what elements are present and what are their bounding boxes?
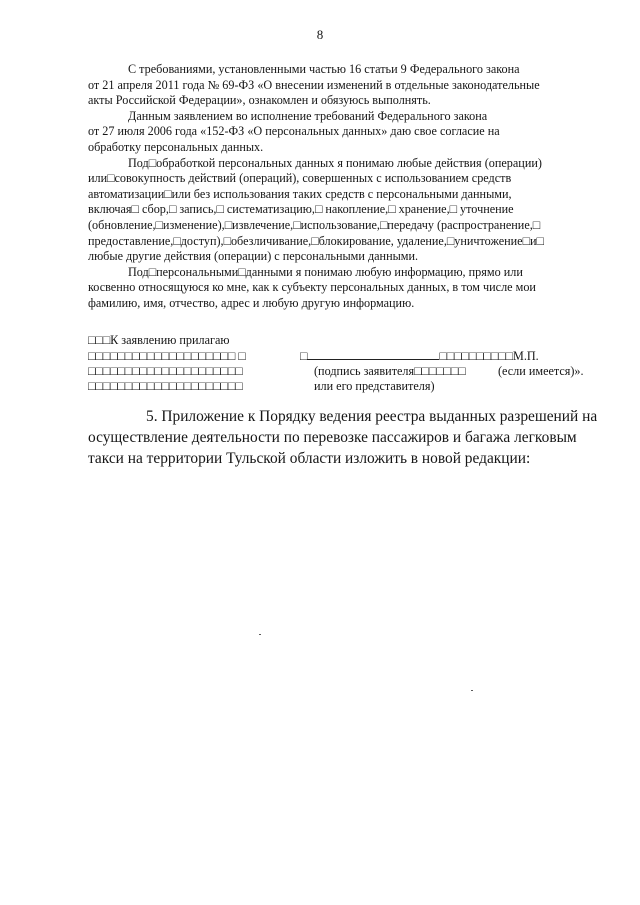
item-5-line-1: 5. Приложение к Порядку ведения реестра выданных разрешений на <box>146 408 598 425</box>
attachment-line-2: □□□□□□□□□□□□□□□□□□□□□ <box>88 364 243 378</box>
consent-paragraph-2-line-3: обработку персональных данных. <box>88 139 264 154</box>
consent-paragraph-3-line-4: включая□ сбор,□ запись,□ систематизацию,□ накопление,□ хранение,□ уточнение <box>88 202 514 217</box>
consent-paragraph-4-line-2: косвенно относящуюся ко мне, как к субъекту персональных данных, в том числе мои <box>88 280 536 295</box>
item-5-line-3: такси на территории Тульской области изложить в новой редакции: <box>88 450 531 467</box>
consent-paragraph-3-line-5: (обновление,□изменение),□извлечение,□использование,□передачу (распространение,□ <box>88 217 541 232</box>
attachment-line-1: □□□□□□□□□□□□□□□□□□□□ □ <box>88 349 246 363</box>
consent-paragraph-1-line-3: акты Российской Федерации», ознакомлен и обязуюсь выполнять. <box>88 93 431 108</box>
scan-speck <box>471 690 473 691</box>
signature-caption-1: (подпись заявителя□□□□□□□ <box>314 364 466 378</box>
item-5-line-2: осуществление деятельности по перевозке пассажиров и багажа легковым <box>88 429 577 446</box>
signature-line <box>307 349 439 360</box>
consent-paragraph-3-line-1: Под□обработкой персональных данных я понимаю любые действия (операции) <box>128 155 542 170</box>
consent-paragraph-1-line-1: С требованиями, установленными частью 16 статьи 9 Федерального закона <box>128 62 520 76</box>
consent-paragraph-2-line-2: от 27 июля 2006 года «152-ФЗ «О персональных данных» даю свое согласие на <box>88 124 500 139</box>
page-number: 8 <box>316 27 324 42</box>
stamp-label: □□□□□□□□□□М.П. <box>439 349 539 363</box>
consent-paragraph-3-line-6: предоставление,□доступ),□обезличивание,□блокирование, удаление,□уничтожение□и□ <box>88 233 544 248</box>
attachment-label: □□□К заявлению прилагаю <box>88 333 230 347</box>
item-5-paragraph <box>88 406 600 469</box>
consent-paragraph-3-line-3: автоматизации□или без использования таких средств с персональными данными, <box>88 186 512 201</box>
consent-paragraph-3-line-2: или□совокупность действий (операций), совершенных с использованием средств <box>88 171 512 186</box>
consent-paragraph-4-line-1: Под□персональными□данными я понимаю любую информацию, прямо или <box>128 264 523 279</box>
signature-row <box>300 349 539 365</box>
attachment-line-3: □□□□□□□□□□□□□□□□□□□□□ <box>88 379 243 393</box>
consent-paragraph-1-line-2: от 21 апреля 2011 года № 69-ФЗ «О внесении изменений в отдельные законодательные <box>88 77 540 92</box>
consent-paragraph-4-line-3: фамилию, имя, отчество, адрес и любую другую информацию. <box>88 295 415 310</box>
signature-caption-2: или его представителя) <box>314 379 435 393</box>
consent-paragraph-3-line-7: любые другие действия (операции) с персональными данными. <box>88 249 419 264</box>
consent-block <box>88 62 568 312</box>
signature-caption-optional: (если имеется)». <box>498 364 584 378</box>
scan-speck <box>259 634 261 635</box>
signature-box: □ <box>300 349 308 363</box>
consent-paragraph-2-line-1: Данным заявлением во исполнение требований Федерального закона <box>128 108 488 123</box>
